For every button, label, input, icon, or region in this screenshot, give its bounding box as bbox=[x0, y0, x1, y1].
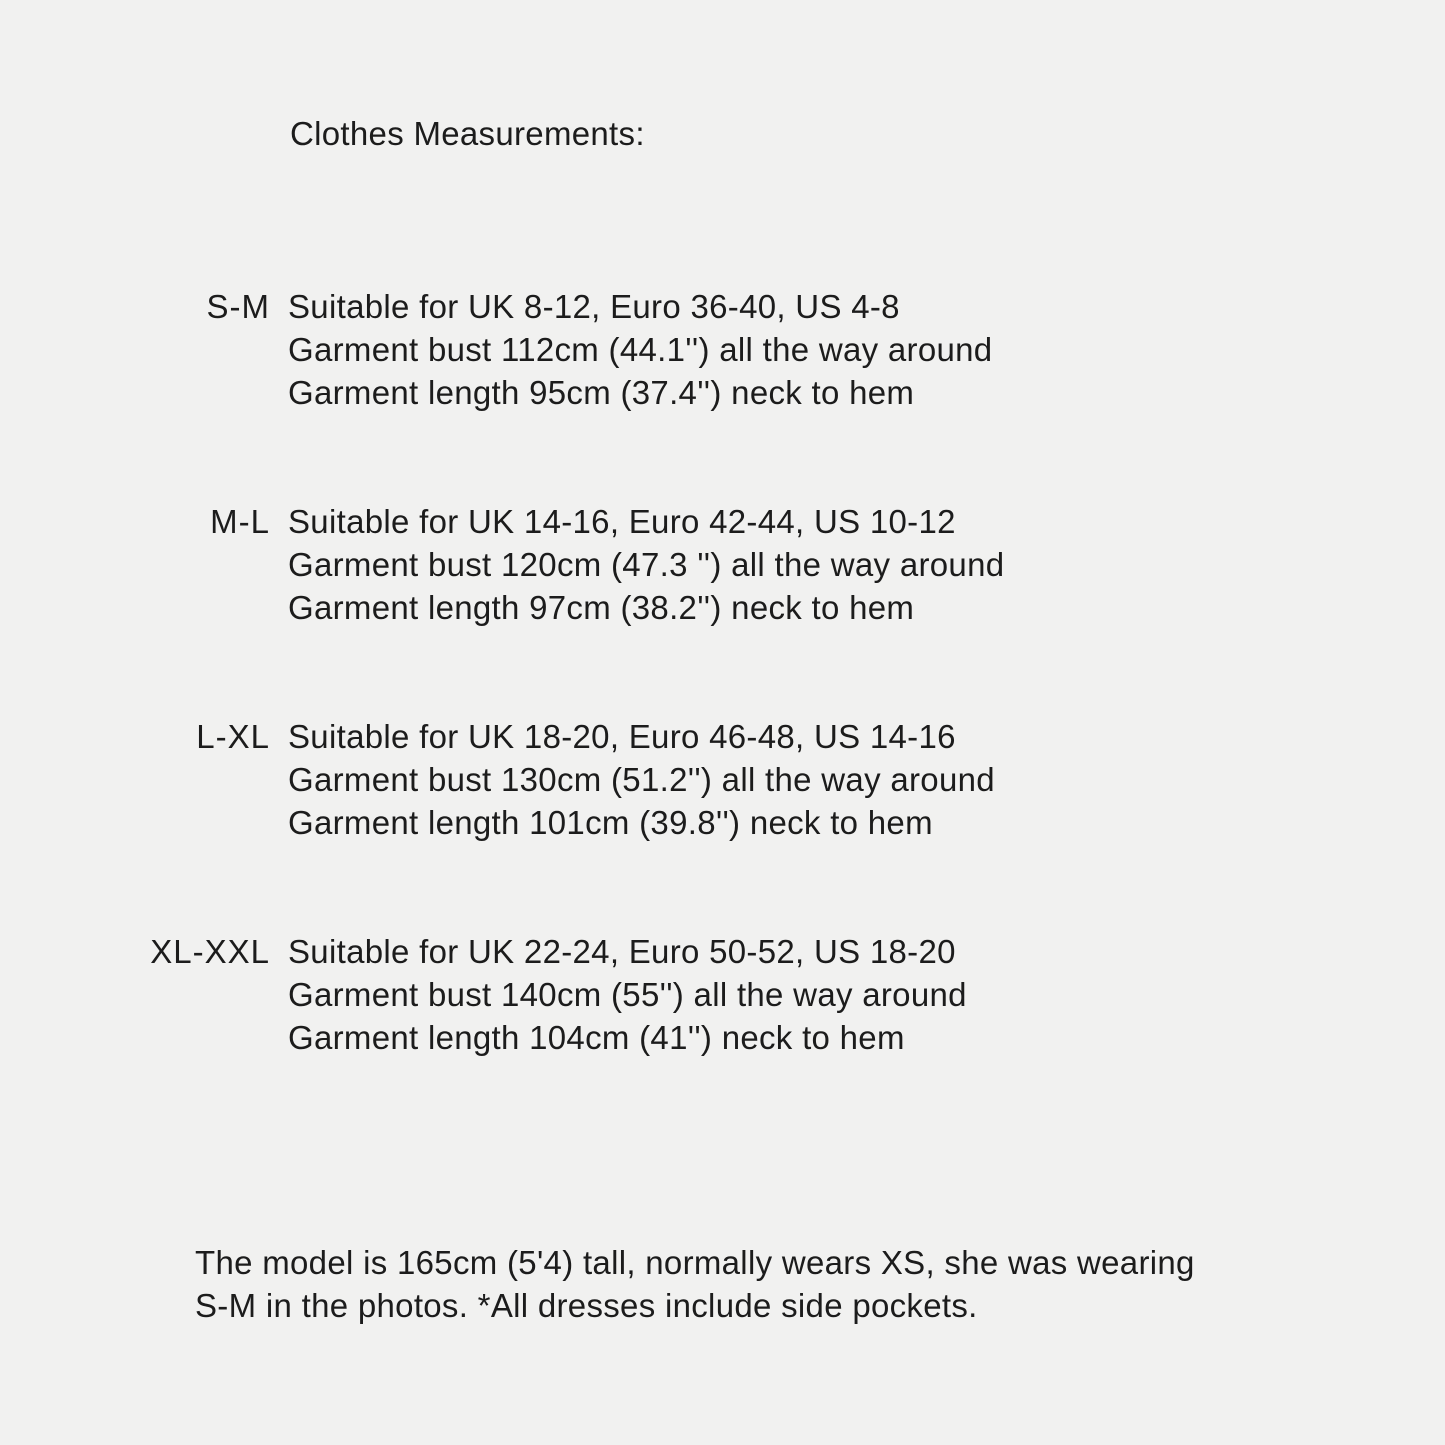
size-suitability-line: Suitable for UK 14-16, Euro 42-44, US 10-12 bbox=[288, 503, 956, 540]
size-bust-line: Garment bust 120cm (47.3 '') all the way around bbox=[288, 546, 1005, 583]
page-title: Clothes Measurements: bbox=[290, 115, 645, 152]
size-label: XL-XXL bbox=[150, 933, 270, 970]
size-block-l-xl bbox=[0, 715, 1445, 844]
size-bust-line: Garment bust 112cm (44.1'') all the way around bbox=[288, 331, 993, 368]
size-bust-line: Garment bust 140cm (55'') all the way around bbox=[288, 976, 967, 1013]
model-footnote-line-2: S-M in the photos. *All dresses include side pockets. bbox=[195, 1287, 978, 1324]
size-block-xl-xxl bbox=[0, 930, 1445, 1059]
size-details bbox=[288, 500, 1445, 629]
model-footnote bbox=[195, 1241, 1195, 1327]
size-bust-line: Garment bust 130cm (51.2'') all the way around bbox=[288, 761, 995, 798]
size-length-line: Garment length 97cm (38.2'') neck to hem bbox=[288, 589, 915, 626]
size-suitability-line: Suitable for UK 22-24, Euro 50-52, US 18-20 bbox=[288, 933, 956, 970]
size-label: M-L bbox=[210, 503, 270, 540]
size-suitability-line: Suitable for UK 8-12, Euro 36-40, US 4-8 bbox=[288, 288, 900, 325]
size-details bbox=[288, 930, 1445, 1059]
size-length-line: Garment length 95cm (37.4'') neck to hem bbox=[288, 374, 915, 411]
size-length-line: Garment length 101cm (39.8'') neck to hem bbox=[288, 804, 933, 841]
size-label: L-XL bbox=[196, 718, 270, 755]
size-block-s-m bbox=[0, 285, 1445, 414]
size-suitability-line: Suitable for UK 18-20, Euro 46-48, US 14-16 bbox=[288, 718, 956, 755]
model-footnote-line-1: The model is 165cm (5'4) tall, normally wears XS, she was wearing bbox=[195, 1244, 1195, 1281]
size-block-m-l bbox=[0, 500, 1445, 629]
size-details bbox=[288, 285, 1445, 414]
size-label: S-M bbox=[206, 288, 270, 325]
size-details bbox=[288, 715, 1445, 844]
size-length-line: Garment length 104cm (41'') neck to hem bbox=[288, 1019, 905, 1056]
